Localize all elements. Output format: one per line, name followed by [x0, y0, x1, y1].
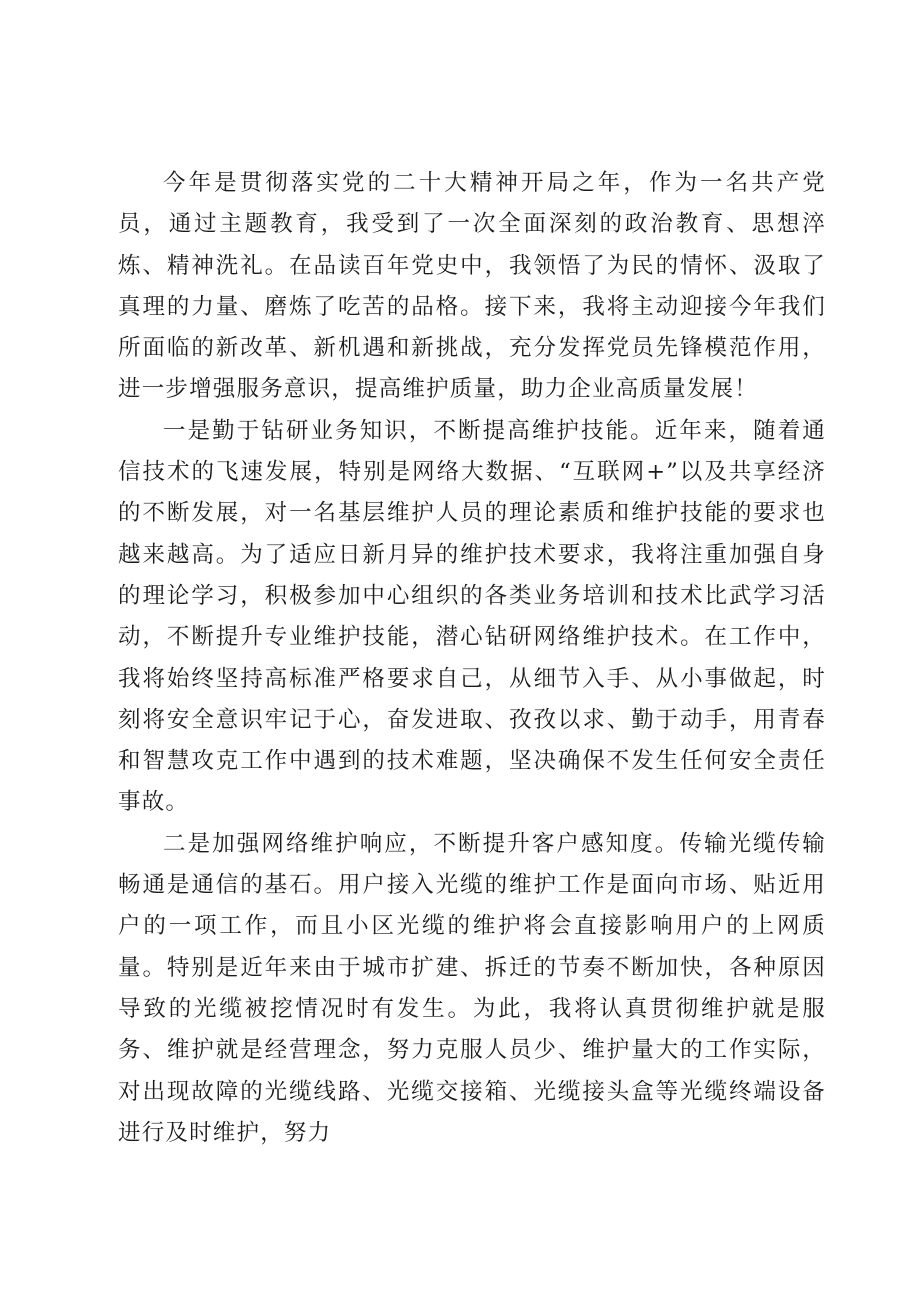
document-body	[118, 163, 826, 1154]
paragraph-point-two: 二是加强网络维护响应，不断提升客户感知度。传输光缆传输畅通是通信的基石。用户接入光缆的维护工作是面向市场、贴近用户的一项工作，而且小区光缆的维护将会直接影响用户的上网质量。特别是近年来由于城市扩建、拆迁的节奏不断加快，各种原因导致的光缆被挖情况时有发生。为此，我将认真贯彻维护就是服务、维护就是经营理念，努力克服人员少、维护量大的工作实际，对出现故障的光缆线路、光缆交接箱、光缆接头盒等光缆终端设备进行及时维护，努力	[118, 830, 826, 1146]
paragraph-point-one: 一是勤于钻研业务知识，不断提高维护技能。近年来，随着通信技术的飞速发展，特别是网络大数据、“互联网+”以及共享经济的不断发展，对一名基层维护人员的理论素质和维护技能的要求也越来越高。为了适应日新月异的维护技术要求，我将注重加强自身的理论学习，积极参加中心组织的各类业务培训和技术比武学习活动，不断提升专业维护技能，潜心钻研网络维护技术。在工作中，我将始终坚持高标准严格要求自己，从细节入手、从小事做起，时刻将安全意识牢记于心，奋发进取、孜孜以求、勤于动手，用青春和智慧攻克工作中遇到的技术难题，坚决确保不发生任何安全责任事故。	[118, 417, 826, 816]
paragraph-intro: 今年是贯彻落实党的二十大精神开局之年，作为一名共产党员，通过主题教育，我受到了一次全面深刻的政治教育、思想淬炼、精神洗礼。在品读百年党史中，我领悟了为民的情怀、汲取了真理的力量、磨炼了吃苦的品格。接下来，我将主动迎接今年我们所面临的新改革、新机遇和新挑战，充分发挥党员先锋模范作用，进一步增强服务意识，提高维护质量，助力企业高质量发展！	[118, 170, 826, 403]
